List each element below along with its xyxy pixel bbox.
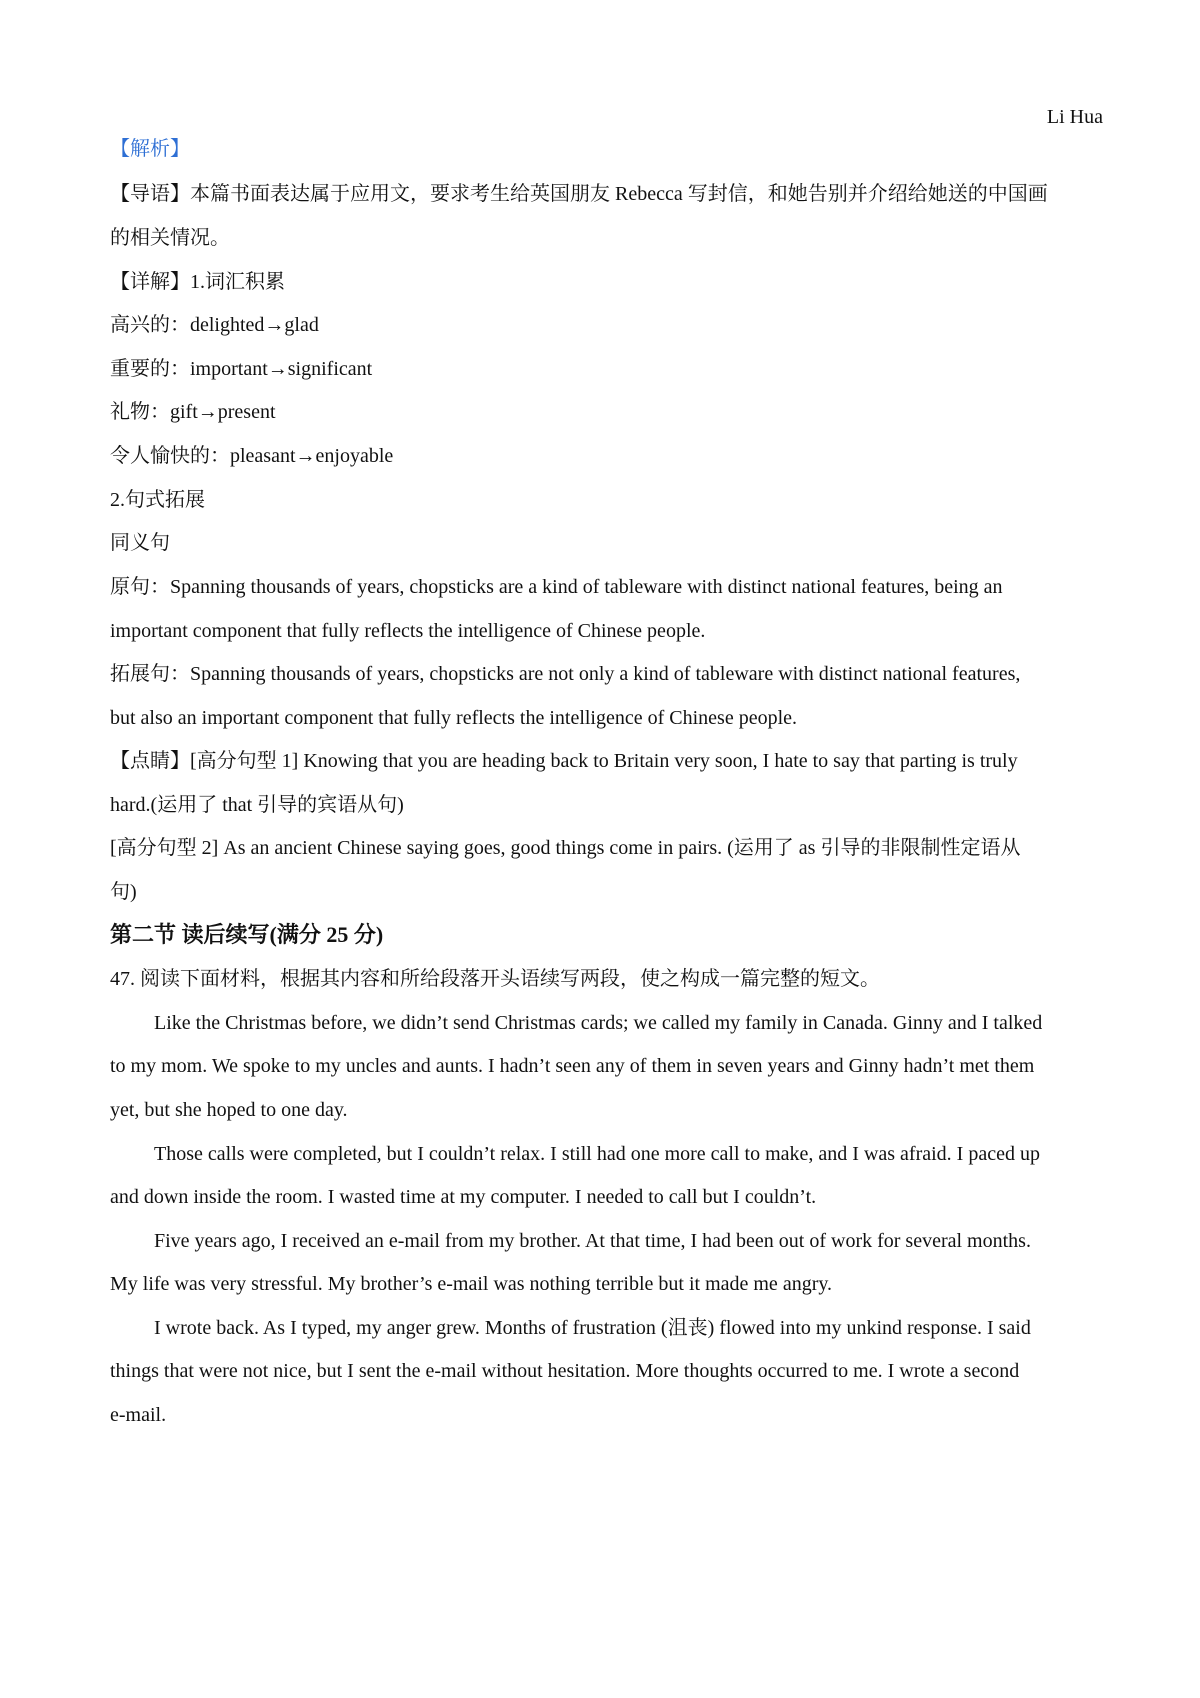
passage-line: My life was very stressful. My brother’s e-mail was nothing terrible but it made me angry. xyxy=(110,1273,833,1295)
vocab-item: 令人愉快的：pleasant→enjoyable xyxy=(110,445,394,467)
vocab-item: 重要的：important→significant xyxy=(110,358,373,380)
section-title: 第二节 读后续写(满分 25 分) xyxy=(110,922,384,947)
question-prompt: 47. 阅读下面材料，根据其内容和所给段落开头语续写两段，使之构成一篇完整的短文。 xyxy=(110,968,880,990)
vocab-item: 礼物：gift→present xyxy=(110,401,276,423)
passage-line: Like the Christmas before, we didn’t send Christmas cards; we called my family in Canada. Ginny and I talked xyxy=(154,1012,1043,1034)
vocab-item: 高兴的：delighted→glad xyxy=(110,314,319,336)
highlight-line-2: hard.(运用了 that 引导的宾语从句) xyxy=(110,794,404,816)
sentence-heading: 2.句式拓展 xyxy=(110,489,205,511)
letter-signature: Li Hua xyxy=(1046,106,1103,128)
intro-line-1: 【导语】本篇书面表达属于应用文，要求考生给英国朋友 Rebecca 写封信，和她告别并介绍给她送的中国画 xyxy=(110,183,1048,205)
passage-line: and down inside the room. I wasted time at my computer. I needed to call but I couldn’t. xyxy=(110,1186,817,1208)
expanded-sentence-line-1: 拓展句：Spanning thousands of years, chopsticks are not only a kind of tableware with distinct national features, xyxy=(110,663,1021,685)
passage-line: Those calls were completed, but I couldn’t relax. I still had one more call to make, and I was afraid. I paced up xyxy=(154,1143,1040,1165)
detail-heading: 【详解】1.词汇积累 xyxy=(110,271,285,293)
expanded-sentence-line-2: but also an important component that fully reflects the intelligence of Chinese people. xyxy=(110,707,798,729)
synonym-heading: 同义句 xyxy=(110,532,170,554)
original-sentence-line-1: 原句：Spanning thousands of years, chopsticks are a kind of tableware with distinct national features, being an xyxy=(110,576,1003,598)
passage-line: yet, but she hoped to one day. xyxy=(110,1099,348,1121)
highlight-line-4: 句) xyxy=(110,881,137,903)
intro-line-2: 的相关情况。 xyxy=(110,227,230,249)
passage-line: things that were not nice, but I sent the e-mail without hesitation. More thoughts occurred to me. I wrote a second xyxy=(110,1360,1020,1382)
original-sentence-line-2: important component that fully reflects the intelligence of Chinese people. xyxy=(110,620,706,642)
passage-line: Five years ago, I received an e-mail from my brother. At that time, I had been out of work for several months. xyxy=(154,1230,1031,1252)
highlight-line-3: [高分句型 2] As an ancient Chinese saying goes, good things come in pairs. (运用了 as 引导的非限制性定语从 xyxy=(110,837,1021,859)
passage-line: to my mom. We spoke to my uncles and aunts. I hadn’t seen any of them in seven years and Ginny hadn’t met them xyxy=(110,1055,1035,1077)
passage-line: I wrote back. As I typed, my anger grew. Months of frustration (沮丧) flowed into my unkind response. I said xyxy=(154,1317,1031,1339)
highlight-line-1: 【点睛】[高分句型 1] Knowing that you are heading back to Britain very soon, I hate to say that parting is truly xyxy=(110,750,1018,772)
analysis-heading: 【解析】 xyxy=(110,138,190,160)
passage-line: e-mail. xyxy=(110,1404,167,1426)
